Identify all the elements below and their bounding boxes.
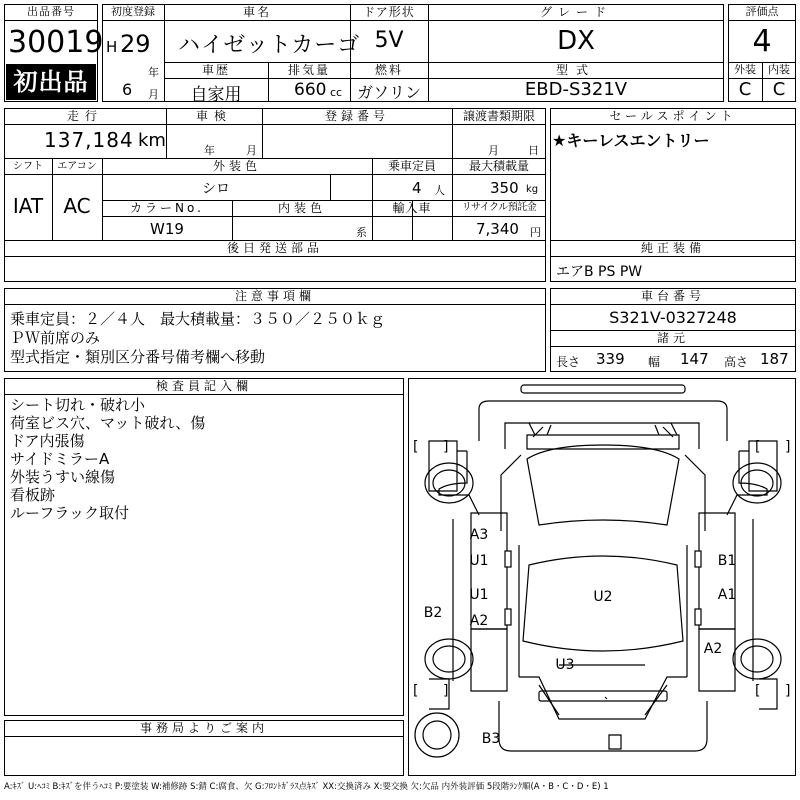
chassis-label: 車台番号 (640, 289, 705, 303)
damage-mark-a1: A1 (717, 587, 737, 603)
capacity-unit: 人 (434, 184, 445, 197)
inspector-note: ドア内張傷 (10, 432, 85, 450)
color-no-label: カラーNo. (130, 201, 204, 215)
transfer-day-unit: 日 (528, 144, 539, 157)
ac: AC (63, 194, 91, 218)
interior-label: 内装 (768, 63, 790, 76)
inspector-notes (10, 396, 205, 522)
grade-label: グレード (539, 5, 612, 19)
max-load-label: 最大積載量 (468, 159, 529, 173)
rear-bumper (539, 691, 667, 701)
roof-edge (521, 385, 685, 393)
left-mirror (505, 551, 511, 567)
car-name: ハイゼットカーゴ (178, 33, 361, 58)
int-color-label: 内装色 (277, 201, 326, 215)
first-reg-month: 6 (122, 80, 133, 99)
bracket-left: [ (755, 439, 761, 455)
month-unit: 月 (148, 88, 159, 101)
model-label: 型式 (555, 63, 596, 77)
lot-number-label: 出品番号 (27, 5, 75, 18)
first-reg-year: 29 (120, 30, 151, 58)
door-type: 5V (374, 28, 404, 53)
bracket-right: ] (443, 439, 449, 455)
displacement-unit: cc (330, 86, 343, 99)
notice-text (10, 310, 385, 367)
mileage-unit: km (138, 130, 166, 151)
length-label: 長さ (556, 355, 581, 369)
ext-color: シロ (202, 181, 230, 197)
notice-line: 乗車定員：２／４人 最大積載量：３５０／２５０ｋｇ (10, 310, 386, 328)
damage-mark-b3: B3 (481, 731, 501, 747)
exterior-grade: C (738, 79, 752, 100)
rating-label: 評価点 (745, 5, 779, 18)
tire-rear-right (733, 639, 781, 679)
displacement-label: 排気量 (287, 63, 330, 77)
max-load: 350 (490, 179, 519, 197)
year-unit: 年 (148, 66, 159, 79)
inspector-note: シート切れ・破れ小 (10, 396, 146, 414)
capacity-label: 乗車定員 (387, 159, 436, 173)
bracket-right: ] (443, 683, 449, 699)
history: 自家用 (190, 85, 242, 105)
damage-mark-u3: U3 (555, 657, 575, 673)
office-label: 事務局よりご案内 (139, 721, 268, 735)
ext-color-label: 外装色 (212, 159, 261, 173)
inspector-label: 検査員記入欄 (155, 379, 252, 393)
legend: A:ｷｽﾞ U:ﾍｺﾐ B:ｷｽﾞを伴うﾍｺﾐ P:要塗装 W:補修跡 S:錆 C:腐食、欠 G:ﾌﾛﾝﾄｶﾞﾗｽ点ｷｽﾞ XX:交換済み X:要交換 欠:欠品 内外装評価 5段階ﾗﾝｸ順(A・B・C・D・E) 1 (4, 782, 609, 792)
damage-mark-u2: U2 (593, 589, 613, 605)
color-no: W19 (150, 220, 184, 238)
era-letter: H (106, 38, 118, 56)
interior-grade: C (772, 79, 786, 100)
history-label: 車歴 (201, 63, 230, 77)
height-label: 高さ (724, 355, 749, 369)
shift: IAT (12, 194, 44, 218)
inspector-note: 看板跡 (10, 486, 56, 504)
later-parts-label: 後日発送部品 (226, 241, 323, 255)
transfer-month-unit: 月 (488, 144, 499, 157)
windshield (527, 445, 679, 525)
exterior-label: 外装 (734, 63, 756, 76)
capacity: 4 (412, 179, 422, 197)
width-label: 幅 (648, 355, 661, 369)
fuel: ガソリン (356, 83, 421, 102)
car-outline-svg (409, 379, 797, 777)
inspector-note: サイドミラーA (10, 450, 110, 468)
bracket-right: ] (785, 439, 791, 455)
bracket-right: ] (785, 683, 791, 699)
damage-mark-a2: A2 (469, 613, 489, 629)
tailgate (499, 701, 707, 751)
damage-mark-b2: B2 (423, 605, 443, 621)
mileage-label: 走行 (66, 109, 103, 123)
inspection-year-unit: 年 (204, 144, 215, 157)
recycle: 7,340 (476, 220, 519, 238)
genuine-label: 純正装備 (640, 241, 705, 255)
sales-point-label: セールスポイント (609, 109, 737, 123)
recycle-label: リサイクル預託金 (461, 202, 537, 213)
bracket-left: [ (413, 683, 419, 699)
reg-no-label: 登録番号 (324, 109, 389, 123)
import-label: 輸入車 (392, 201, 432, 215)
recycle-unit: 円 (530, 226, 541, 239)
rating: 4 (752, 24, 772, 59)
ac-label: エアコン (57, 161, 97, 172)
shift-label: シフト (13, 161, 43, 172)
bracket-left: [ (755, 683, 761, 699)
notice-line: ＰＷ前席のみ (10, 329, 101, 347)
max-load-unit: kg (526, 184, 539, 195)
spare-tire (415, 713, 459, 757)
genuine-equipment: エアB PS PW (556, 264, 643, 280)
inspection-label: 車検 (195, 109, 232, 123)
transfer-label: 譲渡書類期限 (462, 109, 535, 123)
bracket-left: [ (413, 439, 419, 455)
height: 187 (760, 350, 789, 368)
sales-point: ★キーレスエントリー (552, 131, 710, 150)
car-name-label: 車名 (242, 5, 271, 19)
inspector-note: ルーフラック取付 (10, 504, 129, 522)
width: 147 (680, 350, 709, 368)
damage-mark-a3: A3 (469, 527, 489, 543)
inspector-note: 荷室ビス穴、マット破れ、傷 (10, 414, 206, 432)
fuel-label: 燃料 (374, 63, 403, 77)
first-reg-label: 初度登録 (111, 5, 155, 18)
model: EBD-S321V (524, 79, 628, 100)
lot-number: 30019 (8, 25, 104, 60)
damage-mark-u1: U1 (469, 587, 489, 603)
tire-rear-left (425, 639, 473, 679)
damage-mark-b1: B1 (717, 553, 737, 569)
notice-line: 型式指定・類別区分番号備考欄へ移動 (10, 348, 266, 366)
inspection-month-unit: 月 (246, 144, 257, 157)
damage-mark-a2: A2 (703, 641, 723, 657)
damage-mark-u1: U1 (469, 553, 489, 569)
length: 339 (596, 350, 625, 368)
inspector-note: 外装うすい線傷 (10, 468, 116, 486)
notice-label: 注意事項欄 (234, 289, 315, 303)
int-color-unit: 系 (356, 226, 367, 239)
first-listing-badge: 初出品 (6, 64, 96, 100)
grade: DX (557, 26, 595, 56)
dims-label: 諸元 (656, 331, 689, 345)
car-diagram (408, 378, 796, 776)
displacement: 660 (294, 80, 327, 100)
mileage: 137,184 (44, 128, 134, 152)
rear-window (519, 677, 687, 719)
door-label: ドア形状 (363, 5, 415, 19)
chassis-number: S321V-0327248 (609, 308, 737, 327)
right-mirror (695, 551, 701, 567)
